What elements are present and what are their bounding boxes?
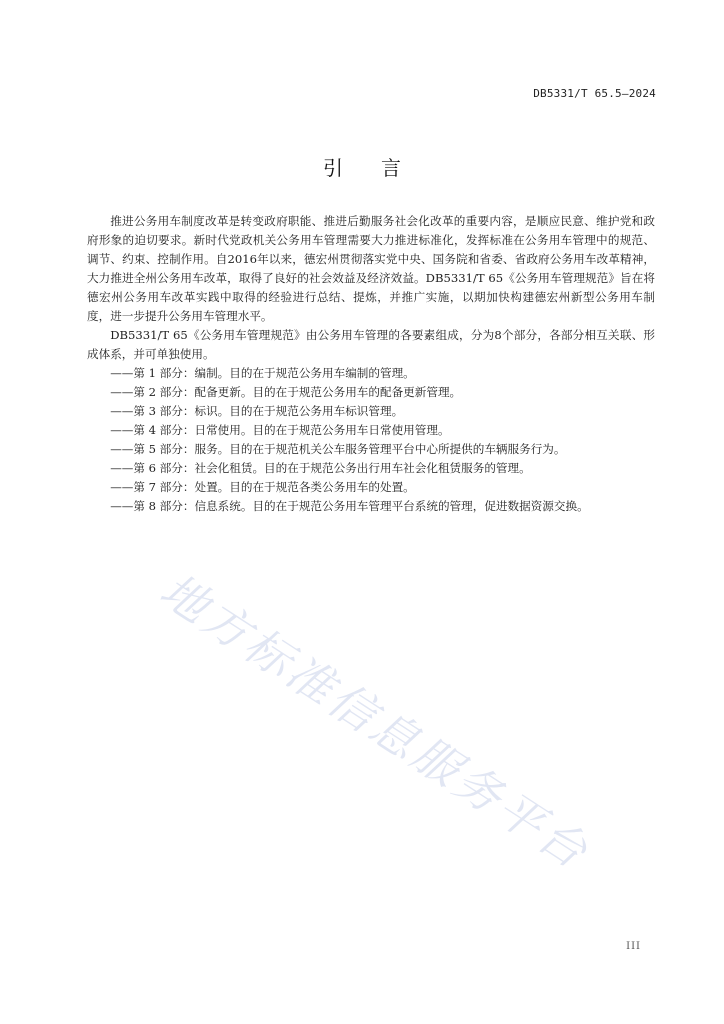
section-title: 引言 bbox=[323, 156, 439, 180]
body-text bbox=[87, 212, 655, 516]
page-number: III bbox=[626, 941, 641, 952]
structure-paragraph: DB5331/T 65《公务用车管理规范》由公务用车管理的各要素组成，分为8个部分，各部分相互关联、形成体系，并可单独使用。 bbox=[87, 328, 655, 361]
part-list-item: ——第 4 部分：日常使用。目的在于规范公务用车日常使用管理。 bbox=[110, 423, 450, 437]
document-code: DB5331/T 65.5—2024 bbox=[533, 87, 656, 100]
part-list-item: ——第 3 部分：标识。目的在于规范公务用车标识管理。 bbox=[110, 404, 404, 418]
part-list-item: ——第 2 部分：配备更新。目的在于规范公务用车的配备更新管理。 bbox=[110, 385, 462, 399]
part-list-item: ——第 1 部分：编制。目的在于规范公务用车编制的管理。 bbox=[110, 366, 415, 380]
part-list-item: ——第 8 部分：信息系统。目的在于规范公务用车管理平台系统的管理，促进数据资源交换。 bbox=[110, 499, 589, 513]
part-list-item: ——第 5 部分：服务。目的在于规范机关公车服务管理平台中心所提供的车辆服务行为。 bbox=[110, 442, 566, 456]
intro-paragraph: 推进公务用车制度改革是转变政府职能、推进后勤服务社会化改革的重要内容，是顺应民意、维护党和政府形象的迫切要求。新时代党政机关公务用车管理需要大力推进标准化，发挥标准在公务用车管理中的规范、调节、约束、控制作用。自2016年以来，德宏州贯彻落实党中央、国务院和省委、省政府公务用车改革精神，大力推进全州公务用车改革，取得了良好的社会效益及经济效益。DB5331/T 65《公务用车管理规范》旨在将德宏州公务用车改革实践中取得的经验进行总结、提炼，并推广实施，以期加快构建德宏州新型公务用车制度，进一步提升公务用车管理水平。 bbox=[87, 214, 655, 323]
part-list-item: ——第 6 部分：社会化租赁。目的在于规范公务出行用车社会化租赁服务的管理。 bbox=[110, 461, 531, 475]
watermark: 地方标准信息服务平台 bbox=[150, 562, 600, 881]
part-list-item: ——第 7 部分：处置。目的在于规范各类公务用车的处置。 bbox=[110, 480, 415, 494]
